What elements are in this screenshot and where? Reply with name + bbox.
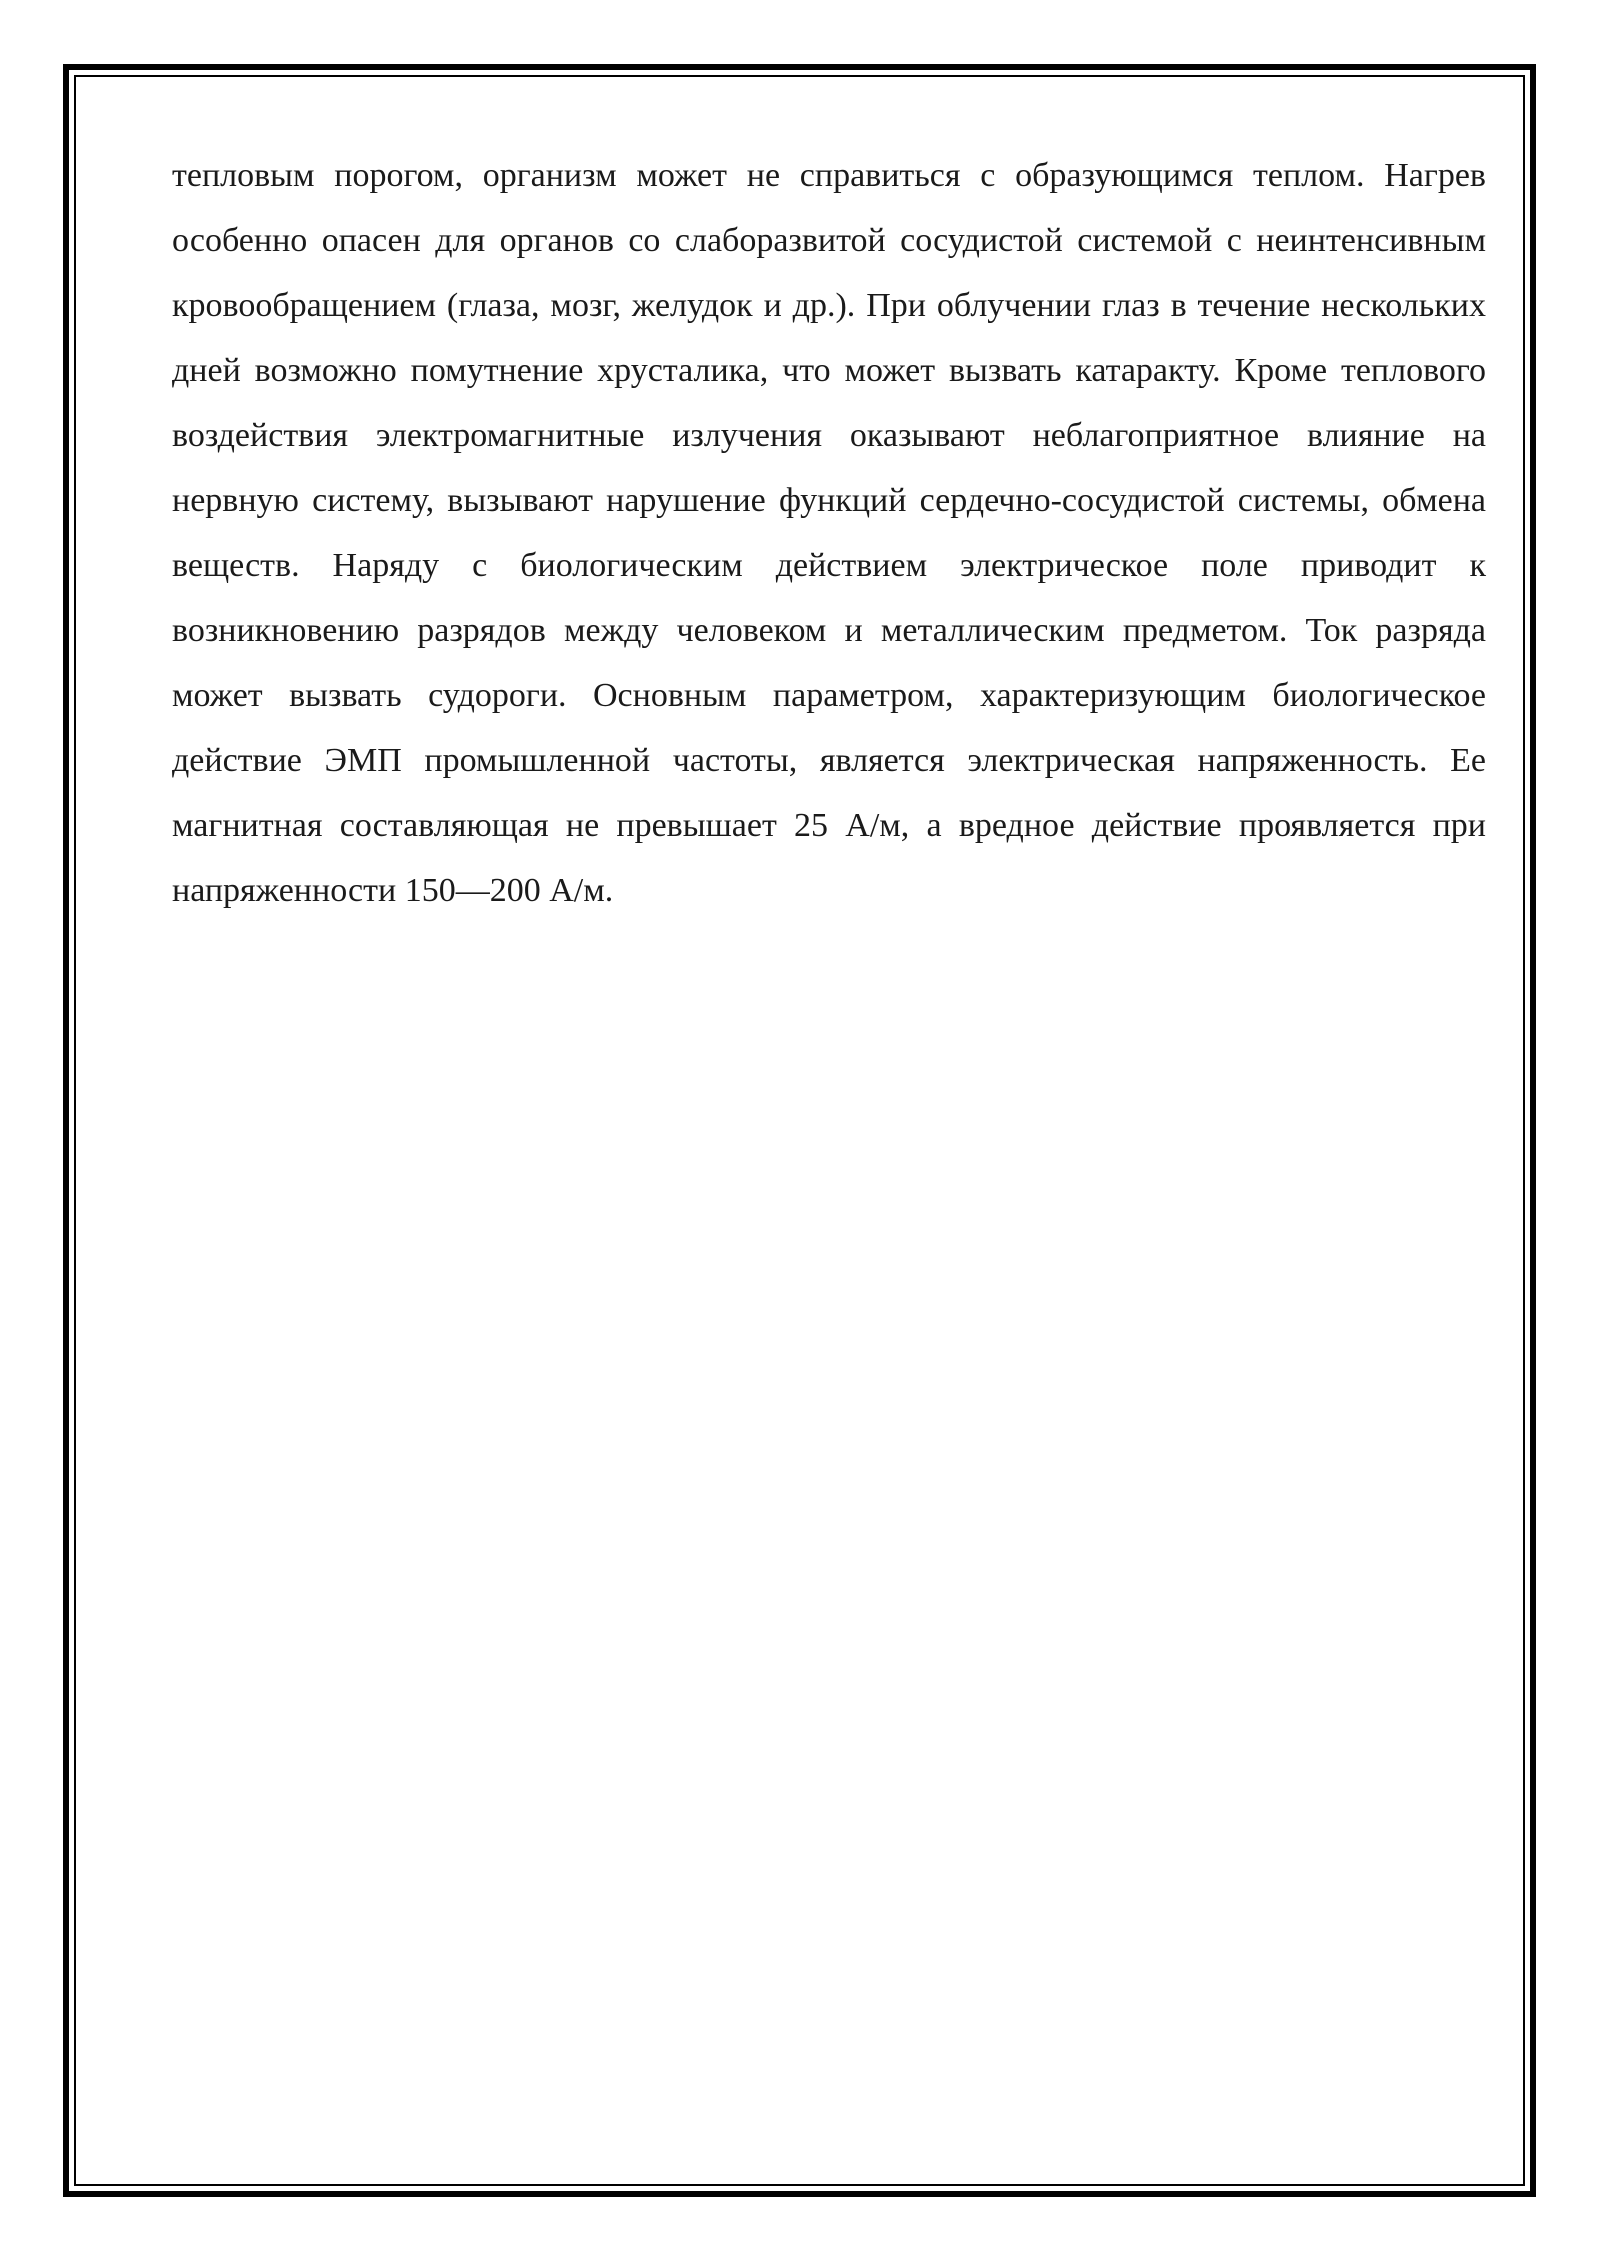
body-paragraph: тепловым порогом, организм может не справиться с образующимся теплом. Нагрев особенно опасен для органов со слаборазвитой сосудистой системой с неинтенсивным кровообращением (глаза, мозг, желудок и др.). При облучении глаз в течение нескольких дней возможно помутнение хрусталика, что может вызвать катаракту. Кроме теплового воздействия электромагнитные излучения оказывают неблагоприятное влияние на нервную систему, вызывают нарушение функций сердечно-сосудистой системы, обмена веществ. Наряду с биологическим действием электрическое поле приводит к возникновению разрядов между человеком и металлическим предметом. Ток разряда может вызвать судороги. Основным параметром, характеризующим биологическое действие ЭМП промышленной частоты, является электрическая напряженность. Ее магнитная составляющая не превышает 25 А/м, а вредное действие проявляется при напряженности 150—200 А/м. <box>172 157 1486 909</box>
